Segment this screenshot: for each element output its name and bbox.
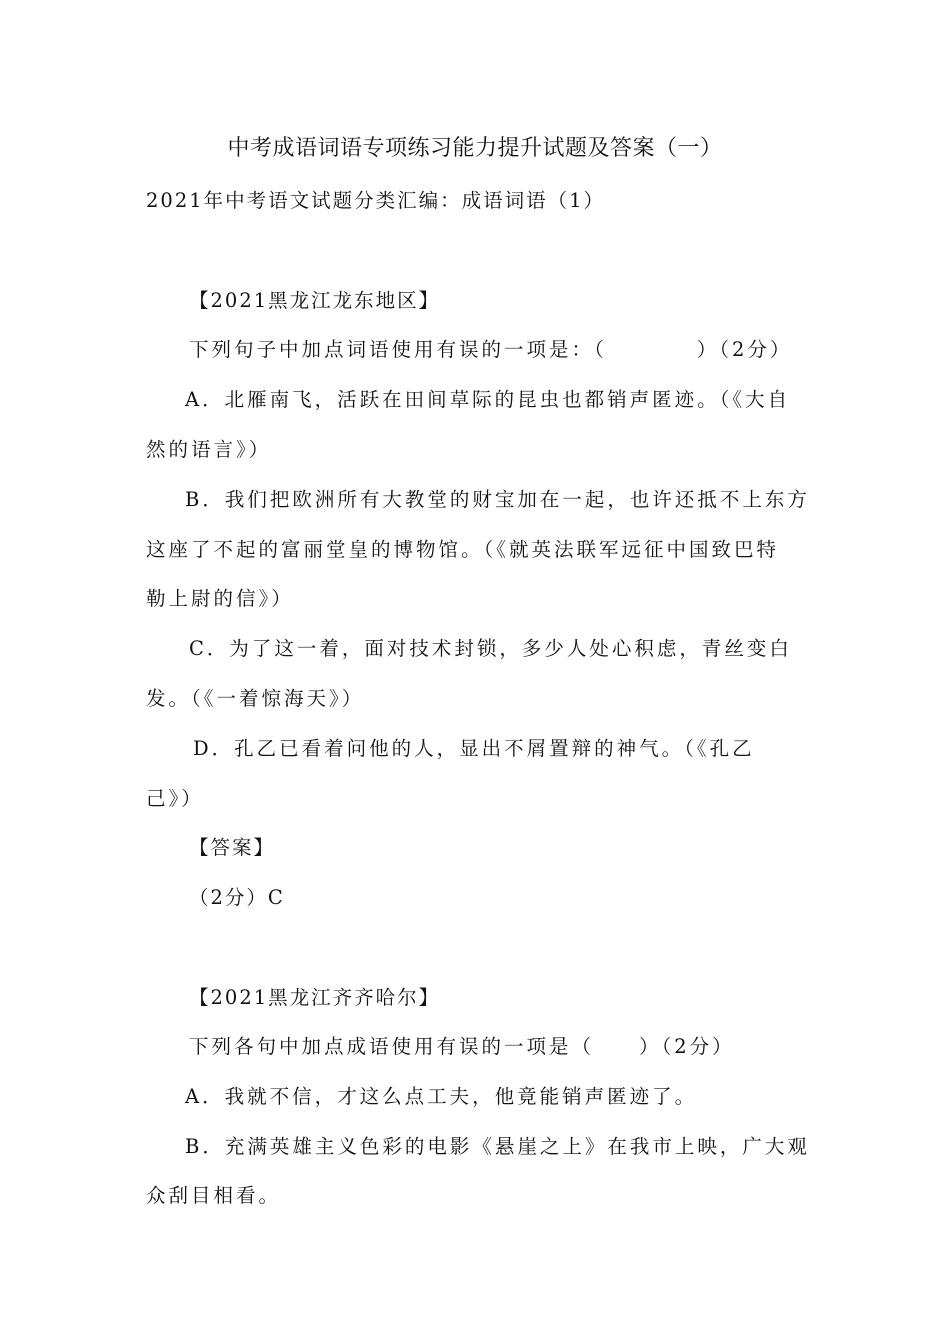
option-d-continued: 己》） bbox=[146, 787, 204, 810]
option-c-continued: 发。（《一着惊海天》） bbox=[146, 687, 365, 710]
document-subtitle: 2021年中考语文试题分类汇编：成语词语（1） bbox=[146, 189, 606, 212]
answer-text: （2分）C bbox=[189, 886, 285, 909]
option-b-continued-2: 勒上尉的信》） bbox=[146, 587, 294, 610]
option-b: B．我们把欧洲所有大教堂的财宝加在一起，也许还抵不上东方 bbox=[185, 488, 810, 511]
question-source: 【2021黑龙江齐齐哈尔】 bbox=[189, 986, 441, 1009]
option-a: A．我就不信，才这么点工夫，他竟能销声匿迹了。 bbox=[185, 1085, 698, 1108]
option-d: D．孔乙已看着问他的人，显出不屑置辩的神气。（《孔乙 bbox=[193, 737, 755, 760]
answer-label: 【答案】 bbox=[189, 836, 276, 859]
option-b-continued: 这座了不起的富丽堂皇的博物馆。（《就英法联军远征中国致巴特 bbox=[146, 538, 780, 561]
question-stem: 下列各句中加点成语使用有误的一项是（ ）（2分） bbox=[189, 1035, 735, 1058]
option-a-continued: 然的语言》） bbox=[146, 438, 272, 461]
option-b-continued: 众刮目相看。 bbox=[146, 1184, 282, 1207]
document-title: 中考成语词语专项练习能力提升试题及答案（一） bbox=[227, 136, 723, 161]
question-stem: 下列句子中加点词语使用有误的一项是：（ ）（2分） bbox=[189, 338, 793, 361]
option-b: B．充满英雄主义色彩的电影《悬崖之上》在我市上映，广大观 bbox=[185, 1135, 810, 1158]
option-c: C．为了这一着，面对技术封锁，多少人处心积虑，青丝变白 bbox=[189, 637, 792, 660]
option-a: A．北雁南飞，活跃在田间草际的昆虫也都销声匿迹。（《大自 bbox=[185, 388, 791, 411]
question-source: 【2021黑龙江龙东地区】 bbox=[189, 289, 441, 312]
